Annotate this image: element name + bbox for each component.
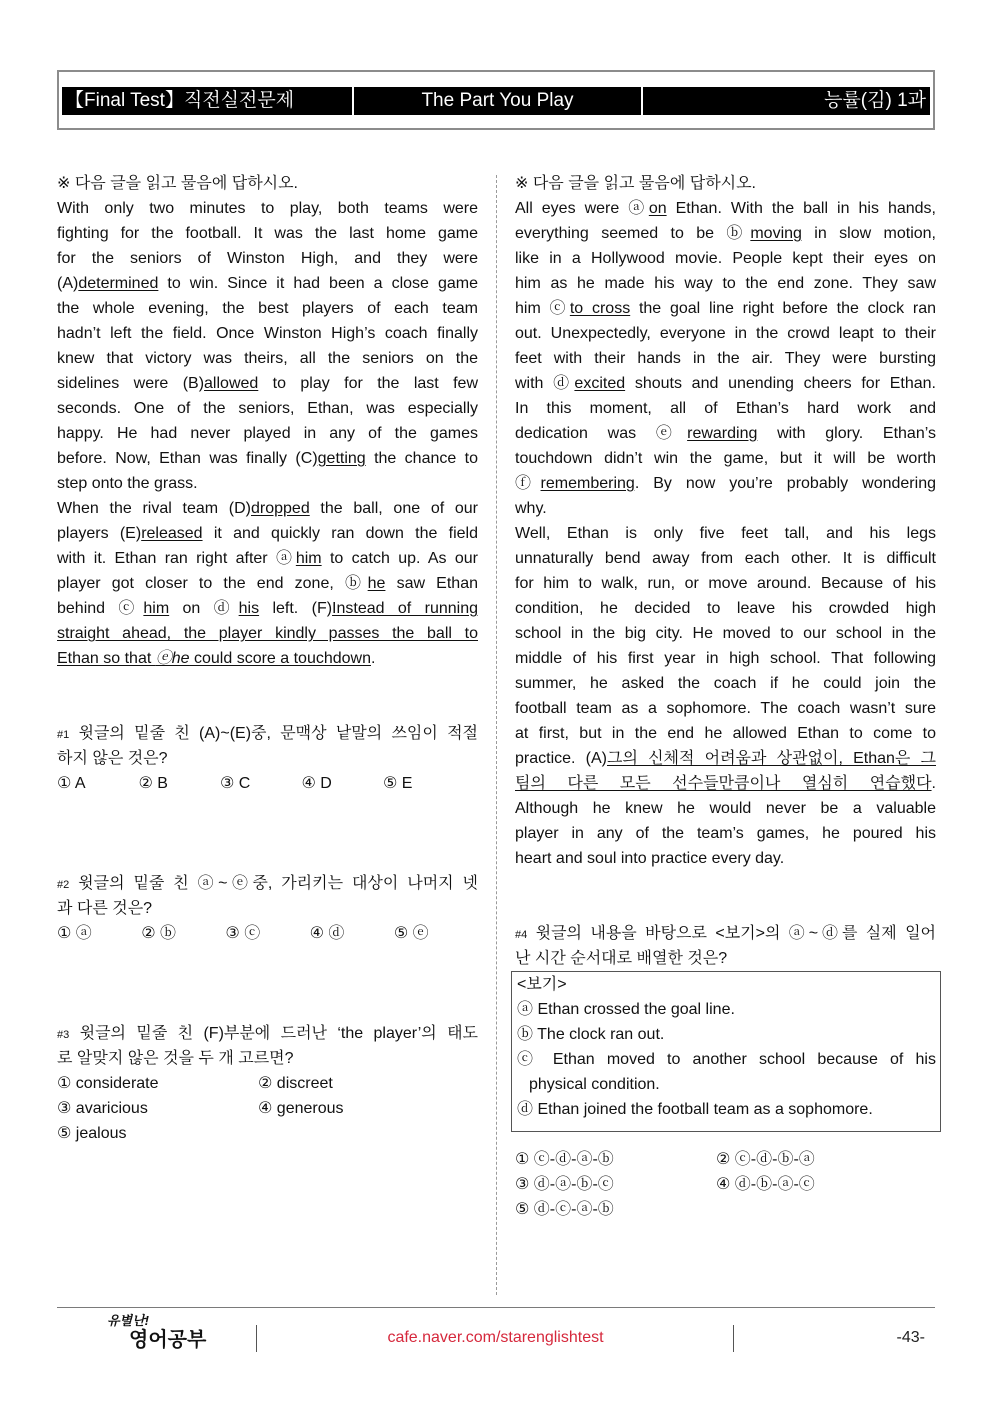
passage-line (515, 671, 936, 696)
passage-line (57, 196, 478, 221)
passage-line (515, 721, 936, 746)
example-item-c: ⓒ Ethan moved to another school because of his (517, 1051, 936, 1068)
header-bar (62, 87, 930, 115)
question-stem-line (57, 1046, 478, 1071)
passage-line (515, 396, 936, 421)
question-4 (515, 921, 936, 971)
underlined-text: remembering (540, 475, 635, 492)
text-run: fighting for the football. It was the last home game (57, 225, 478, 242)
text-run: . (371, 650, 376, 667)
text-run: for him to walk, run, or move around. Because of his (515, 575, 936, 592)
left-column (57, 171, 478, 671)
text-run: Well, Ethan is only five feet tall, and his legs (515, 525, 936, 542)
underlined-text: 팀의 다른 모든 선수들만큼이나 열심히 연습했다 (515, 775, 932, 792)
text-run: feet with their hands in the air. They were bursting (515, 350, 936, 367)
text-run: middle of his first year in high school. That following (515, 650, 936, 667)
passage-line (515, 446, 936, 471)
text-run: ⓕ (515, 475, 541, 492)
answer-options (57, 771, 478, 796)
text-run: heart and soul into practice every day. (515, 850, 785, 867)
passage-line (57, 296, 478, 321)
passage-line (57, 221, 478, 246)
passage-line (515, 246, 936, 271)
text-run: Although he knew he would never be a valuable (515, 800, 936, 817)
option-1: ① A (57, 775, 86, 792)
underlined-text: him (143, 600, 170, 617)
option-1: ① ⓐ (57, 925, 92, 942)
answer-options (57, 1071, 478, 1146)
question-number: #4 (515, 929, 528, 941)
right-column (515, 171, 936, 871)
header-textbook-unit: 능률(김) 1과 (643, 87, 930, 115)
text-run: . (931, 775, 936, 792)
passage-line (515, 221, 936, 246)
text-run: football team as a sophomore. The coach wasn’t sure (515, 700, 936, 717)
footer-separator (733, 1325, 734, 1352)
underlined-text: he (367, 575, 386, 592)
passage-line (515, 346, 936, 371)
option-2: ② ⓒ-ⓓ-ⓑ-ⓐ (716, 1151, 815, 1168)
underlined-text: on (648, 200, 667, 217)
header-lesson-title: The Part You Play (354, 87, 641, 115)
question-stem-line (57, 896, 478, 921)
passage-line (57, 521, 478, 546)
example-box-title: <보기> (517, 976, 567, 993)
text-run: With only two minutes to play, both teams were (57, 200, 478, 217)
example-item-d: ⓓ Ethan joined the football team as a sophomore. (517, 1101, 873, 1118)
passage-line (515, 471, 936, 496)
example-box (511, 971, 941, 1132)
text-run: shouts and unending cheers for Ethan. (625, 375, 936, 392)
passage-line (515, 196, 936, 221)
option-2: ② ⓑ (141, 925, 176, 942)
question-3 (57, 1021, 478, 1146)
passage-line (515, 271, 936, 296)
example-item-b: ⓑ The clock ran out. (517, 1026, 665, 1043)
passage-line (515, 796, 936, 821)
logo-wordmark: 영어공부 (129, 1329, 207, 1351)
option-3: ③ avaricious (57, 1100, 148, 1117)
text-run: to catch up. As our (321, 550, 479, 567)
passage-line (515, 546, 936, 571)
text-run: why. (515, 500, 547, 517)
underlined-text: Instead of running (332, 600, 478, 617)
paragraph (515, 196, 936, 521)
instruction: ※ 다음 글을 읽고 물음에 답하시오. (57, 175, 299, 192)
text-run: practice. (A) (515, 750, 607, 767)
paragraph (57, 196, 478, 496)
question-stem-line (57, 1021, 478, 1046)
passage-line (515, 296, 936, 321)
question-stem-text: 윗글의 밑줄 친 (A)~(E)중, 문맥상 낱말의 쓰임이 적절 (78, 725, 478, 742)
text-run: condition, he decided to leave his crowded high (515, 600, 936, 617)
underlined-text: dropped (251, 500, 310, 517)
passage-line (57, 421, 478, 446)
text-run: seconds. One of the seniors, Ethan, was especially (57, 400, 478, 417)
question-stem-text: 과 다른 것은? (57, 900, 153, 917)
underlined-text: determined (78, 275, 159, 292)
underlined-text: moving (750, 225, 802, 242)
option-5: ⑤ E (383, 775, 413, 792)
question-stem-text: 윗글의 내용을 바탕으로 <보기>의 ⓐ~ⓓ를 실제 일어 (535, 925, 936, 942)
option-5: ⑤ ⓔ (393, 925, 429, 942)
text-run: him ⓒ (515, 300, 570, 317)
underlined-text: rewarding (687, 425, 758, 442)
passage-line (57, 646, 478, 671)
text-run: everything seemed to be ⓑ (515, 225, 751, 242)
text-run: knew that victory was theirs, all the seniors on the (57, 350, 478, 367)
passage-line (515, 696, 936, 721)
underlined-text: his (238, 600, 260, 617)
header-test-title: 【Final Test】직전실전문제 (62, 87, 352, 115)
example-item-c-continued: physical condition. (529, 1076, 660, 1093)
option-3: ③ C (220, 775, 251, 792)
underlined-text: released (141, 525, 203, 542)
text-run: (A) (57, 275, 79, 292)
passage-line (515, 646, 936, 671)
passage (515, 196, 936, 871)
passage-line (57, 246, 478, 271)
question-2 (57, 871, 478, 946)
passage-line (57, 571, 478, 596)
option-3: ③ ⓓ-ⓐ-ⓑ-ⓒ (515, 1176, 614, 1193)
text-run: . By now you’re probably wondering (634, 475, 936, 492)
question-stem-text: 윗글의 밑줄 친 ⓐ~ⓔ중, 가리키는 대상이 나머지 넷 (78, 875, 478, 892)
passage-line (515, 746, 936, 771)
passage-line (515, 371, 936, 396)
passage-line (57, 271, 478, 296)
text-run: unnaturally bend away from each other. It is difficult (515, 550, 936, 567)
option-4: ④ generous (258, 1100, 344, 1117)
option-5: ⑤ ⓓ-ⓒ-ⓐ-ⓑ (515, 1201, 614, 1218)
question-stem-line (57, 721, 478, 746)
passage-line (515, 771, 936, 796)
underlined-text: to cross (569, 300, 631, 317)
text-run: out. Unexpectedly, everyone in the crowd leapt to their (515, 325, 936, 342)
option-3: ③ ⓒ (225, 925, 261, 942)
text-run: In this moment, all of Ethan’s hard work and (515, 400, 936, 417)
text-run: the goal line right before the clock ran (630, 300, 936, 317)
text-run: the ball, one of our (309, 500, 479, 517)
text-run: Ethan. With the ball in his hands, (666, 200, 936, 217)
passage-line (57, 496, 478, 521)
text-run: with ⓓ (515, 375, 575, 392)
passage-line (515, 521, 936, 546)
passage-line (57, 396, 478, 421)
underlined-text: allowed (204, 375, 259, 392)
underlined-text: straight ahead, the player kindly passes the ball to (57, 625, 478, 642)
passage-line (57, 596, 478, 621)
text-run: the chance to (365, 450, 478, 467)
passage-line (515, 596, 936, 621)
text-run: like in a Hollywood movie. People kept their eyes on (515, 250, 936, 267)
answer-options (57, 921, 478, 946)
question-stem-text: 윗글의 밑줄 친 (F)부분에 드러난 ‘the player’의 태도 (79, 1025, 478, 1042)
option-2: ② discreet (258, 1075, 333, 1092)
passage-line (515, 571, 936, 596)
text-run: before. Now, Ethan was finally (C) (57, 450, 318, 467)
option-1: ① ⓒ-ⓓ-ⓐ-ⓑ (515, 1151, 614, 1168)
text-run: player in any of the team’s games, he poured his (515, 825, 936, 842)
text-run: saw Ethan (385, 575, 478, 592)
question-stem-line (57, 746, 478, 771)
footer-rule (57, 1307, 935, 1308)
text-run: When the rival team (D) (57, 500, 251, 517)
text-run: in slow motion, (801, 225, 936, 242)
question-number: #2 (57, 879, 70, 891)
passage-line (515, 421, 936, 446)
text-run: players (E) (57, 525, 142, 542)
underlined-text: could score a touchdown (189, 650, 371, 667)
passage-line (515, 846, 936, 871)
text-run: sidelines were (B) (57, 375, 205, 392)
underlined-text: excited (574, 375, 626, 392)
underlined-text: 그의 신체적 어려움과 상관없이, Ethan은 그 (606, 750, 936, 767)
underlined-text: ⓔhe (155, 650, 190, 667)
option-4: ④ ⓓ (309, 925, 345, 942)
question-stem-line (57, 871, 478, 896)
underlined-text: Ethan so that (57, 650, 156, 667)
text-run: touchdown didn’t win the game, but it will be worth (515, 450, 936, 467)
text-run: step onto the grass. (57, 475, 198, 492)
text-run: it and quickly ran down the field (202, 525, 479, 542)
answer-options (515, 1147, 936, 1222)
question-stem-line (515, 946, 936, 971)
paragraph (57, 496, 478, 671)
underlined-text: him (295, 550, 322, 567)
text-run: to win. Since it had been a close game (158, 275, 478, 292)
passage-line (57, 621, 478, 646)
text-run: the whole evening, the best players of each team (57, 300, 478, 317)
option-4: ④ ⓓ-ⓑ-ⓐ-ⓒ (716, 1176, 815, 1193)
question-number: #1 (57, 729, 70, 741)
page-number: -43- (896, 1329, 925, 1346)
logo-tagline: 유별난! (107, 1313, 150, 1328)
passage-line (57, 471, 478, 496)
underlined-text: getting (317, 450, 366, 467)
example-item-a: ⓐ Ethan crossed the goal line. (517, 1001, 735, 1018)
text-run: behind ⓒ (57, 600, 144, 617)
text-run: dedication was ⓔ (515, 425, 688, 442)
passage-line (515, 321, 936, 346)
option-4: ④ D (301, 775, 332, 792)
text-run: with glory. Ethan’s (757, 425, 936, 442)
passage-line (57, 321, 478, 346)
text-run: school in the big city. He moved to our school in the (515, 625, 936, 642)
question-stem-text: 난 시간 순서대로 배열한 것은? (515, 950, 728, 967)
option-5: ⑤ jealous (57, 1125, 127, 1142)
passage-line (57, 446, 478, 471)
question-number: #3 (57, 1029, 70, 1041)
text-run: to play for the last few (258, 375, 478, 392)
passage-line (57, 546, 478, 571)
question-stem-line (515, 921, 936, 946)
text-run: for the seniors of Winston High, and they were (57, 250, 478, 267)
question-stem-text: 로 알맞지 않은 것을 두 개 고르면? (57, 1050, 294, 1067)
text-run: with it. Ethan ran right after ⓐ (57, 550, 296, 567)
option-2: ② B (138, 775, 168, 792)
text-run: happy. He had never played in any of the games (57, 425, 478, 442)
paragraph (515, 521, 936, 871)
footer-separator (256, 1325, 257, 1352)
column-divider (496, 175, 497, 1295)
option-1: ① considerate (57, 1075, 159, 1092)
passage (57, 196, 478, 671)
text-run: on ⓓ (169, 600, 239, 617)
passage-line (515, 621, 936, 646)
text-run: at first, but in the end he allowed Ethan to come to (515, 725, 936, 742)
question-stem-text: 하지 않은 것은? (57, 750, 168, 767)
passage-line (57, 346, 478, 371)
passage-line (515, 496, 936, 521)
question-1 (57, 721, 478, 796)
text-run: summer, he asked the coach if he could join the (515, 675, 936, 692)
footer-url: cafe.naver.com/starenglishtest (387, 1329, 604, 1346)
text-run: left. (F) (259, 600, 333, 617)
passage-line (57, 371, 478, 396)
text-run: him as he made his way to the end zone. They saw (515, 275, 936, 292)
passage-line (515, 821, 936, 846)
text-run: player got closer to the end zone, ⓑ (57, 575, 368, 592)
instruction: ※ 다음 글을 읽고 물음에 답하시오. (515, 175, 757, 192)
text-run: hadn’t left the field. Once Winston High’s coach finally (57, 325, 478, 342)
text-run: All eyes were ⓐ (515, 200, 649, 217)
